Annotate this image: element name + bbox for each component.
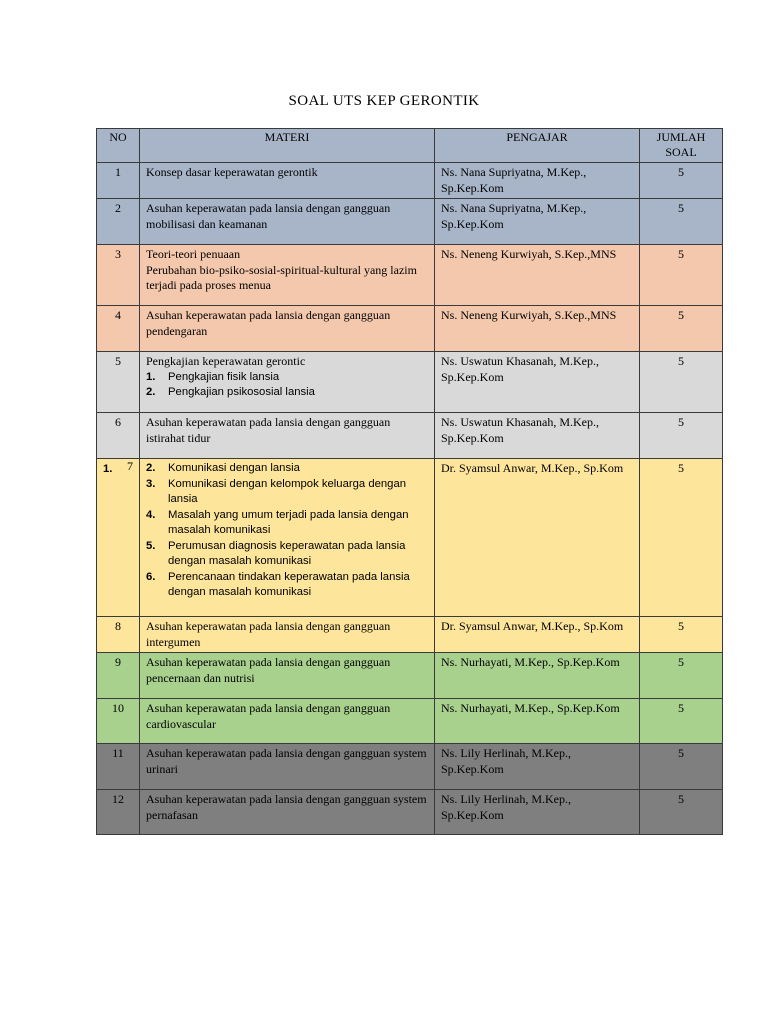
row-pengajar: Ns. Nana Supriyatna, M.Kep., Sp.Kep.Kom [435, 199, 640, 245]
row-pengajar: Ns. Uswatun Khasanah, M.Kep., Sp.Kep.Kom [435, 413, 640, 459]
table-row [97, 245, 723, 306]
header-row [97, 129, 723, 163]
row-jumlah: 5 [640, 163, 723, 199]
row-no: 12 [97, 790, 140, 835]
row-jumlah: 5 [640, 413, 723, 459]
row-no: 6 [97, 413, 140, 459]
list-text: Masalah yang umum terjadi pada lansia dengan masalah komunikasi [168, 508, 409, 536]
list-text: Perencanaan tindakan keperawatan pada lansia dengan masalah komunikasi [168, 570, 410, 598]
row-materi: Asuhan keperawatan pada lansia dengan gangguan system urinari [140, 744, 435, 790]
row-pengajar: Ns. Lily Herlinah, M.Kep., Sp.Kep.Kom [435, 790, 640, 835]
header-pengajar: PENGAJAR [435, 129, 640, 163]
row-no: 1 [97, 163, 140, 199]
table-row [97, 163, 723, 199]
row-no [97, 459, 140, 617]
header-materi: MATERI [140, 129, 435, 163]
row-materi: Asuhan keperawatan pada lansia dengan gangguan system pernafasan [140, 790, 435, 835]
row-materi: Asuhan keperawatan pada lansia dengan gangguan istirahat tidur [140, 413, 435, 459]
materi-line: Teori-teori penuaan [146, 247, 241, 261]
row-pengajar: Dr. Syamsul Anwar, M.Kep., Sp.Kom [435, 617, 640, 653]
table-row [97, 306, 723, 352]
row-pengajar: Ns. Nana Supriyatna, M.Kep., Sp.Kep.Kom [435, 163, 640, 199]
table-row [97, 459, 723, 617]
list-item [146, 570, 428, 601]
row-no: 8 [97, 617, 140, 653]
row-jumlah: 5 [640, 245, 723, 306]
row-no-value: 7 [127, 459, 133, 473]
row-materi: Konsep dasar keperawatan gerontik [140, 163, 435, 199]
row-no: 2 [97, 199, 140, 245]
row-materi [140, 352, 435, 413]
row-jumlah: 5 [640, 617, 723, 653]
row-no: 11 [97, 744, 140, 790]
header-jumlah-soal: JUMLAH SOAL [640, 129, 723, 163]
list-text: Pengkajian fisik lansia [168, 370, 280, 383]
row-jumlah: 5 [640, 744, 723, 790]
list-number: 4. [146, 508, 156, 521]
table-row [97, 790, 723, 835]
row-no: 3 [97, 245, 140, 306]
list-item [146, 477, 428, 508]
row-pengajar: Dr. Syamsul Anwar, M.Kep., Sp.Kom [435, 459, 640, 617]
table-row [97, 617, 723, 653]
list-text: Perumusan diagnosis keperawatan pada lansia dengan masalah komunikasi [168, 539, 406, 567]
row-jumlah: 5 [640, 790, 723, 835]
row-materi: Asuhan keperawatan pada lansia dengan gangguan cardiovascular [140, 699, 435, 744]
row-jumlah: 5 [640, 653, 723, 699]
row-pengajar: Ns. Neneng Kurwiyah, S.Kep.,MNS [435, 245, 640, 306]
list-number: 2. [146, 462, 156, 474]
row-pengajar: Ns. Lily Herlinah, M.Kep., Sp.Kep.Kom [435, 744, 640, 790]
list-number: 6. [146, 570, 156, 583]
row-materi: Asuhan keperawatan pada lansia dengan gangguan mobilisasi dan keamanan [140, 199, 435, 245]
row-materi [140, 459, 435, 617]
row-jumlah: 5 [640, 352, 723, 413]
row-materi: Asuhan keperawatan pada lansia dengan gangguan intergumen [140, 617, 435, 653]
row-no: 5 [97, 352, 140, 413]
row-no: 10 [97, 699, 140, 744]
row-pengajar: Ns. Nurhayati, M.Kep., Sp.Kep.Kom [435, 653, 640, 699]
row-no: 4 [97, 306, 140, 352]
row-jumlah: 5 [640, 459, 723, 617]
list-text: Komunikasi dengan kelompok keluarga dengan lansia [168, 477, 407, 505]
list-number: 1. [103, 463, 113, 475]
materi-heading: Pengkajian keperawatan gerontic [146, 354, 306, 368]
materi-line: Perubahan bio-psiko-sosial-spiritual-kultural yang lazim terjadi pada proses menua [146, 262, 417, 292]
row-jumlah: 5 [640, 699, 723, 744]
table-row [97, 699, 723, 744]
row-materi [140, 245, 435, 306]
row-jumlah: 5 [640, 306, 723, 352]
list-item [146, 461, 428, 477]
row-pengajar: Ns. Uswatun Khasanah, M.Kep., Sp.Kep.Kom [435, 352, 640, 413]
list-text: Komunikasi dengan lansia [168, 462, 300, 474]
list-item [146, 370, 428, 386]
list-number: 2. [146, 386, 156, 398]
list-item [146, 385, 428, 401]
page-title: SOAL UTS KEP GERONTIK [288, 93, 480, 109]
list-number: 1. [146, 370, 156, 383]
list-item [146, 508, 428, 539]
list-item [146, 539, 428, 570]
row-no: 9 [97, 653, 140, 699]
table-row [97, 744, 723, 790]
table-row [97, 352, 723, 413]
list-text: Pengkajian psikososial lansia [168, 386, 315, 398]
materi-list [146, 370, 428, 401]
row-materi: Asuhan keperawatan pada lansia dengan gangguan pencernaan dan nutrisi [140, 653, 435, 699]
row-jumlah: 5 [640, 199, 723, 245]
exam-table [96, 128, 723, 835]
table-row [97, 413, 723, 459]
row-materi: Asuhan keperawatan pada lansia dengan gangguan pendengaran [140, 306, 435, 352]
header-no: NO [97, 129, 140, 163]
row-pengajar: Ns. Neneng Kurwiyah, S.Kep.,MNS [435, 306, 640, 352]
list-number: 3. [146, 477, 156, 490]
table-row [97, 653, 723, 699]
list-number: 5. [146, 539, 156, 552]
row-pengajar: Ns. Nurhayati, M.Kep., Sp.Kep.Kom [435, 699, 640, 744]
table-row [97, 199, 723, 245]
materi-list [146, 461, 428, 601]
